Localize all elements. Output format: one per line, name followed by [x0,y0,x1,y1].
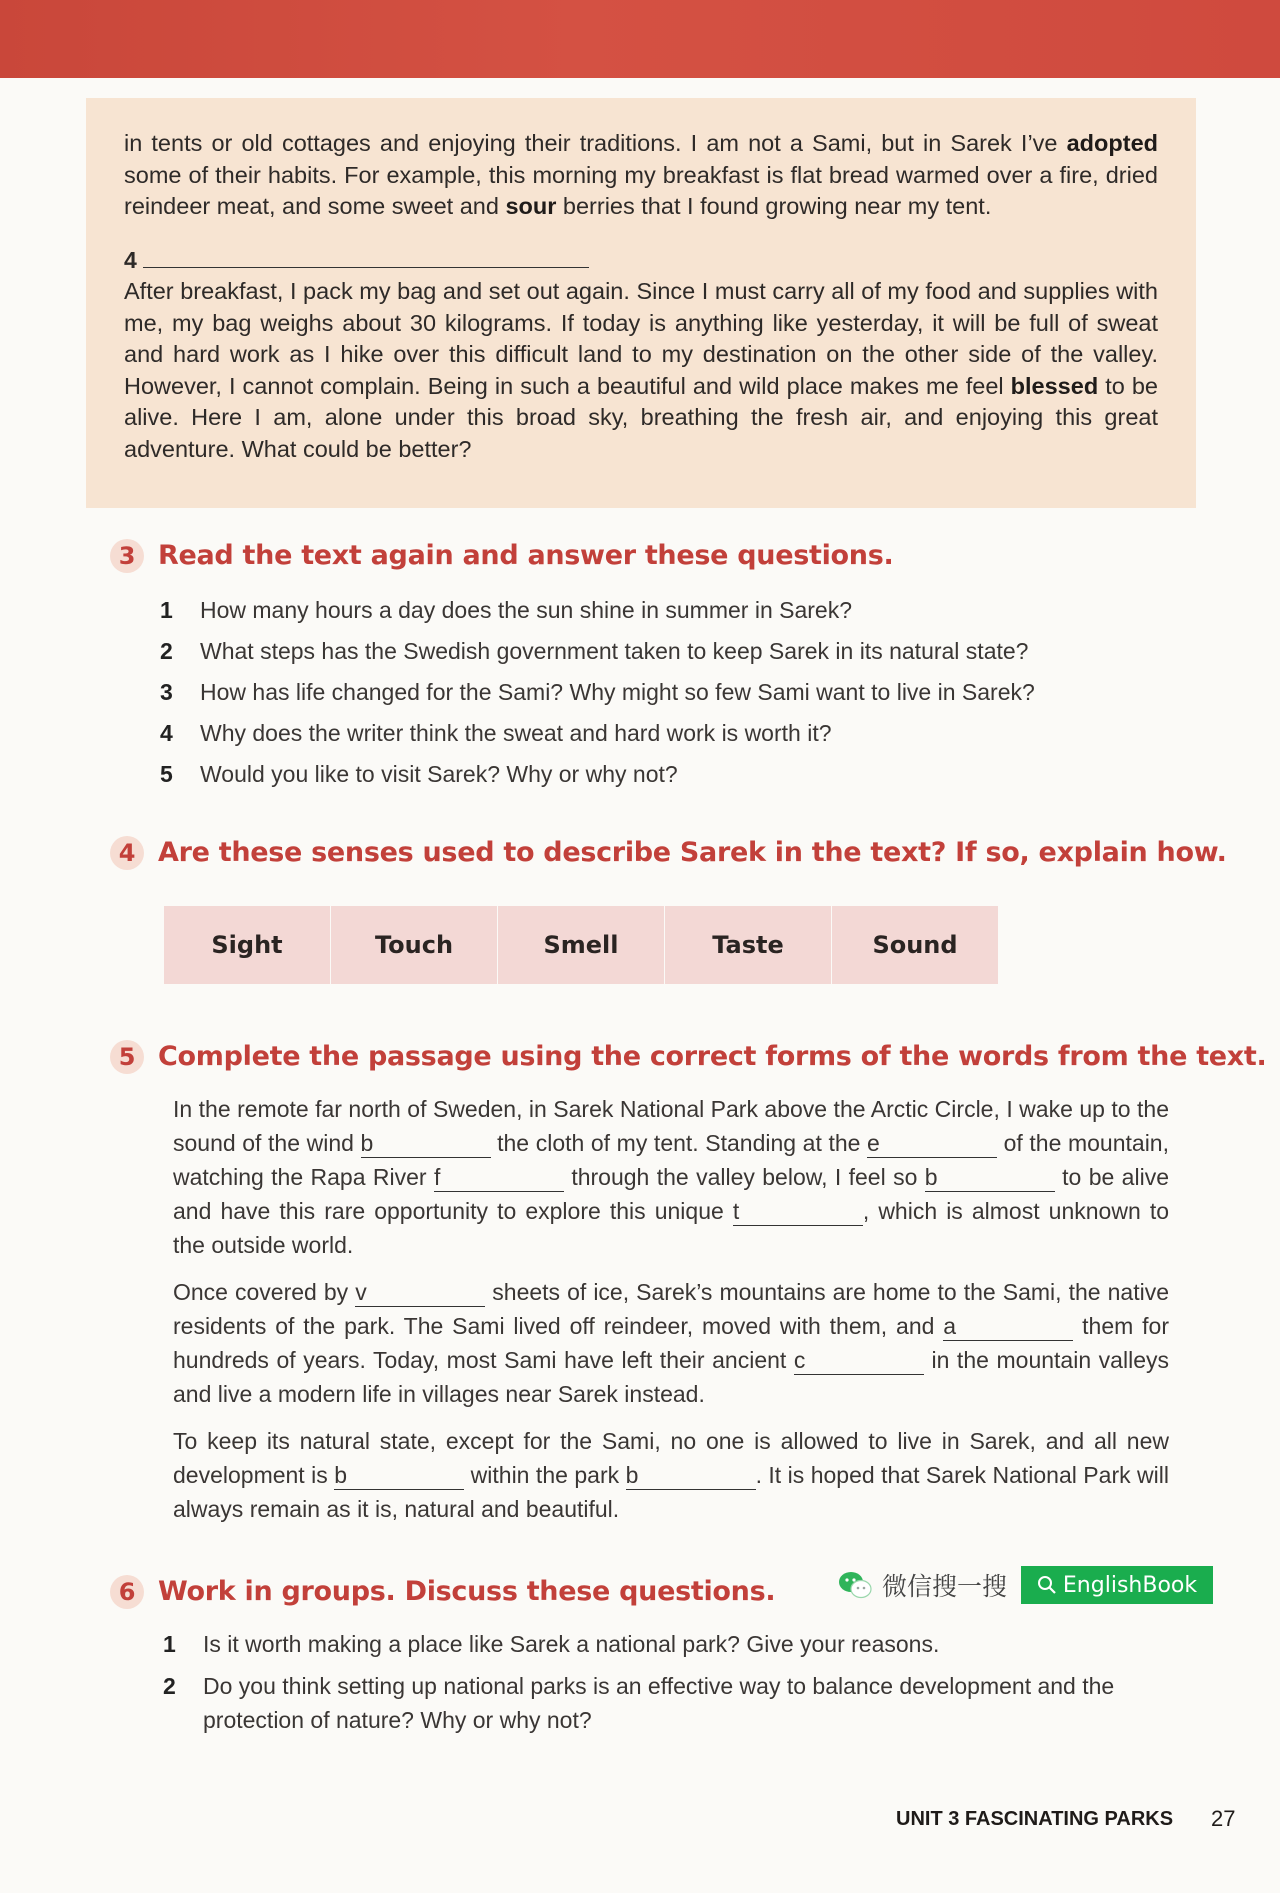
blank-field[interactable]: b [334,1463,464,1490]
blank-field[interactable]: c [794,1348,924,1375]
list-item: 5 Would you like to visit Sarek? Why or why not? [160,761,678,787]
wechat-icon [838,1570,872,1600]
reading-passage [86,98,1196,508]
blank-field[interactable]: f [434,1165,564,1192]
page-number: 27 [1211,1806,1236,1831]
list-item: 1 How many hours a day does the sun shine in summer in Sarek? [160,597,852,623]
blank-field[interactable]: b [626,1463,756,1490]
cloze-paragraph-3: To keep its natural state, except for the Sami, no one is allowed to live in Sarek, and all new development is b within the park b . It is hoped that Sarek National Park will always remain as it is, natural and beautiful. [173,1428,1169,1522]
list-item: 3 How has life changed for the Sami? Why might so few Sami want to live in Sarek? [160,679,1035,705]
section-number-badge: 4 [110,836,144,870]
section-4-title: 4 Are these senses used to describe Sarek in the text? If so, explain how. [110,836,1227,870]
wechat-search-widget [838,1566,1213,1604]
section-6-title: 6 Work in groups. Discuss these questions. [110,1575,775,1609]
cloze-passage [173,1092,1169,1539]
senses-table [164,906,999,984]
blank-field[interactable]: b [925,1165,1055,1192]
list-item: 2 Do you think setting up national parks is an effective way to balance development and the protection of nature? Why or why not? [163,1673,1115,1733]
list-item: 2 What steps has the Swedish government taken to keep Sarek in its natural state? [160,638,1029,664]
section-3-questions [160,590,1035,795]
sense-sound: Sound [832,906,998,984]
search-icon [1037,1575,1057,1595]
blank-field[interactable]: t [733,1199,863,1226]
vocab-sour: sour [505,193,557,219]
sense-taste: Taste [665,906,831,984]
blank-field[interactable]: v [355,1280,485,1307]
section-3-title: 3 Read the text again and answer these questions. [110,539,893,573]
section-number-badge: 6 [110,1575,144,1609]
reading-paragraph-2: After breakfast, I pack my bag and set out again. Since I must carry all of my food and supplies with me, my bag weighs about 30 kilograms. If today is anything like yesterday, it will be full of sweat and hard work as I hike over this difficult land to my destination on the other side of the valley. However, I cannot complain. Being in such a beautiful and wild place makes me feel blessed to be alive. Here I am, alone under this broad sky, breathing the fresh air, and enjoying this great adventure. What could be better? [124,278,1158,462]
section-5-title: 5 Complete the passage using the correct forms of the words from the text. [110,1040,1267,1074]
paragraph-heading-blank: 4 [124,245,1158,277]
cloze-paragraph-2: Once covered by v sheets of ice, Sarek’s mountains are home to the Sami, the native residents of the park. The Sami lived off reindeer, moved with them, and a them for hundreds of years. Today, most Sami have left their ancient c in the mountain valleys and live a modern life in villages near Sarek instead. [173,1279,1169,1407]
englishbook-search-button[interactable]: EnglishBook [1021,1566,1213,1604]
sense-smell: Smell [498,906,664,984]
vocab-blessed: blessed [1010,372,1099,399]
reading-paragraph-1: in tents or old cottages and enjoying their traditions. I am not a Sami, but in Sarek I’ve adopted some of their habits. For example, this morning my breakfast is flat bread warmed over a fire, dried reindeer meat, and some sweet and sour berries that I found growing near my tent. [124,130,1158,219]
list-item: 1 Is it worth making a place like Sarek a national park? Give your reasons. [163,1631,940,1657]
cloze-paragraph-1: In the remote far north of Sweden, in Sarek National Park above the Arctic Circle, I wake up to the sound of the wind b the cloth of my tent. Standing at the e of the mountain, watching the Rapa River f through the valley below, I feel so b to be alive and have this rare opportunity to explore this unique t , which is almost unknown to the outside world. [173,1096,1170,1258]
list-item: 4 Why does the writer think the sweat and hard work is worth it? [160,720,832,746]
section-6-questions [163,1624,1173,1737]
section-number-badge: 5 [110,1040,144,1074]
vocab-adopted: adopted [1066,130,1158,156]
blank-field[interactable]: e [867,1131,997,1158]
wechat-search-label: 微信搜一搜 [882,1572,1008,1601]
heading-answer-line [143,249,589,268]
blank-field[interactable]: b [361,1131,491,1158]
unit-footer: UNIT 3 FASCINATING PARKS [896,1808,1174,1830]
sense-touch: Touch [331,906,497,984]
section-number-badge: 3 [110,539,144,573]
blank-field[interactable]: a [943,1314,1073,1341]
header-banner [0,0,1280,78]
sense-sight: Sight [164,906,330,984]
